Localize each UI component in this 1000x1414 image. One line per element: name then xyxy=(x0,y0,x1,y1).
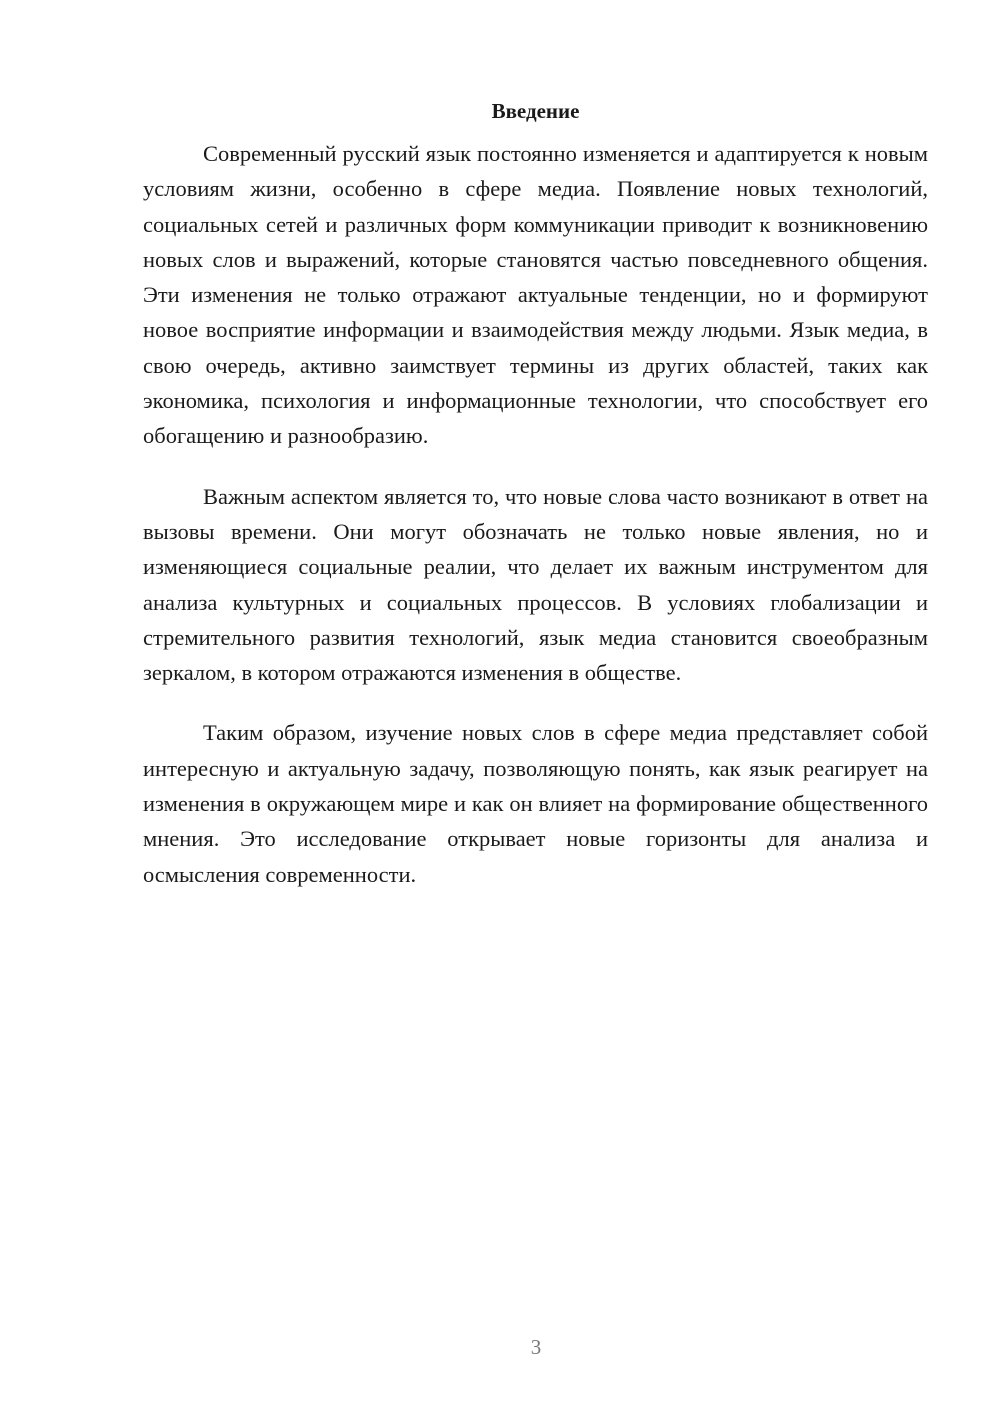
paragraph-1: Современный русский язык постоянно изменяется и адаптируется к новым условиям жизни, особенно в сфере медиа. Появление новых технологий, социальных сетей и различных форм коммуникации приводит к возникновению новых слов и выражений, которые становятся частью повседневного общения. Эти изменения не только отражают актуальные тенденции, но и формируют новое восприятие информации и взаимодействия между людьми. Язык медиа, в свою очередь, активно заимствует термины из других областей, таких как экономика, психология и информационные технологии, что способствует его обогащению и разнообразию. xyxy=(143,141,928,449)
paragraph-3: Таким образом, изучение новых слов в сфере медиа представляет собой интересную и актуальную задачу, позволяющую понять, как язык реагирует на изменения в окружающем мире и как он влияет на формирование общественного мнения. Это исследование открывает новые горизонты для анализа и осмысления современности. xyxy=(143,720,928,887)
page-content xyxy=(143,96,928,917)
section-heading: Введение xyxy=(491,99,580,123)
page-number: 3 xyxy=(530,1335,542,1359)
paragraph-2: Важным аспектом является то, что новые слова часто возникают в ответ на вызовы времени. Они могут обозначать не только новые явления, но и изменяющиеся социальные реалии, что делает их важным инструментом для анализа культурных и социальных процессов. В условиях глобализации и стремительного развития технологий, язык медиа становится своеобразным зеркалом, в котором отражаются изменения в обществе. xyxy=(143,483,928,686)
